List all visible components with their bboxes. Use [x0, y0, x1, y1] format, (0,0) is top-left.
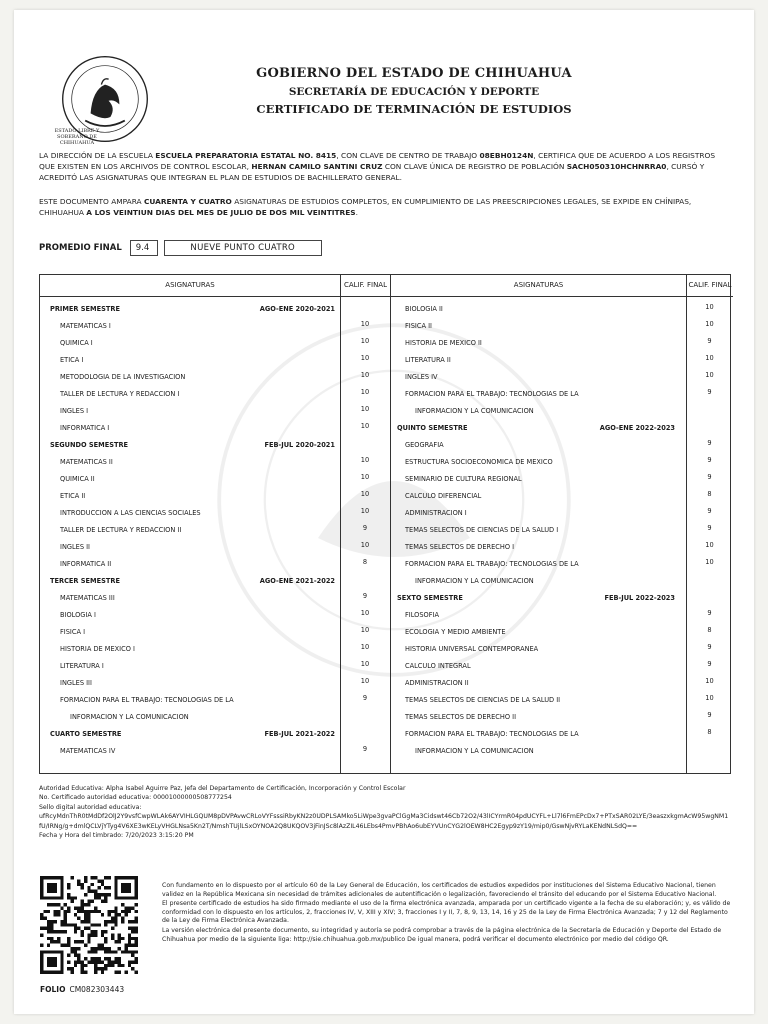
subject-row — [391, 386, 732, 403]
semester-period: FEB-JUL 2020-2021 — [264, 441, 335, 449]
subject-grade: 9 — [707, 388, 712, 396]
subject-grade: 8 — [707, 728, 712, 736]
subject-row — [40, 505, 390, 522]
subject-row — [40, 471, 390, 488]
subject-name: FORMACION PARA EL TRABAJO: TECNOLOGIAS DE LA — [405, 390, 579, 398]
subject-grade: 10 — [360, 541, 370, 549]
subject-grade: 9 — [707, 643, 712, 651]
subject-name: INFORMACION Y LA COMUNICACION — [70, 713, 189, 721]
subject-name: BIOLOGIA II — [405, 305, 443, 313]
qr-code — [40, 876, 138, 974]
work-center-key: 08EBH0124N — [479, 151, 534, 160]
semester-row — [391, 590, 732, 607]
subject-name: INFORMACION Y LA COMUNICACION — [415, 747, 534, 755]
subject-row — [40, 692, 390, 709]
subject-row — [40, 454, 390, 471]
subject-row — [40, 641, 390, 658]
subject-grade: 9 — [362, 745, 368, 753]
subject-grade: 10 — [360, 507, 370, 515]
subject-grade: 10 — [705, 354, 714, 362]
subject-grade: 9 — [707, 507, 712, 515]
subject-grade: 10 — [360, 490, 370, 498]
subject-grade: 9 — [707, 439, 712, 447]
subject-name: MATEMATICAS I — [60, 322, 111, 330]
subject-name: TEMAS SELECTOS DE CIENCIAS DE LA SALUD I — [405, 526, 559, 534]
subject-name: HISTORIA DE MEXICO I — [60, 645, 135, 653]
subject-row — [40, 488, 390, 505]
subject-name: INFORMACION Y LA COMUNICACION — [415, 407, 534, 415]
subject-grade: 10 — [705, 541, 714, 549]
subject-grade: 9 — [362, 592, 368, 600]
secretariat-title: SECRETARÍA DE EDUCACIÓN Y DEPORTE — [288, 86, 540, 98]
stamp-timestamp: Fecha y Hora del timbrado: 7/20/2023 3:15:20 PM — [39, 832, 194, 840]
scope-paragraph — [39, 196, 729, 218]
subject-row — [391, 607, 732, 624]
subject-grade: 8 — [707, 626, 712, 634]
semester-row — [40, 301, 390, 318]
subject-grade: 9 — [707, 711, 712, 719]
semester-period: AGO-ENE 2020-2021 — [259, 305, 335, 313]
semester-title — [50, 441, 335, 449]
subject-grade: 10 — [360, 320, 370, 328]
subject-row — [40, 590, 390, 607]
subject-row — [40, 403, 390, 420]
text-segment: LA DIRECCIÓN DE LA ESCUELA — [39, 151, 156, 160]
digital-seal-value: ufRcyMdnThR0tMdDf2OlJ2Y9vsfCwpWLAk6AYVIHLGQUM8pDVPAvwCRLoVYFsssiRbyKN2z0UDPLSAMko5LiWpe3gvaPClGgMa3Cidswt46Cb72O2/43lICYrmR04pdUCYFL+Ll7l6FmEPcDx7+PTxSAR02LYE/3easzxkgmAcW95wgNM1fU/IRNg/g+dmlQCLVjYTyg4V6XE3wKELyVHGLNsa5Kn2T/NmshTUjlLSxOYNOA2Q8UKQOV3jFinJSc8lAzZIL46LEbs4PmvPBhAo6ubEYVUnCYG2lOEW8HC2Egyp9zY19/mip0/GswNjvRYLaKENdNLSdQ== — [39, 813, 729, 830]
certificate-page — [14, 10, 754, 1014]
semester-name: SEXTO SEMESTRE — [397, 594, 463, 602]
subject-name: QUIMICA II — [60, 475, 95, 483]
subject-row — [391, 369, 732, 386]
folio — [40, 985, 124, 994]
subject-row — [391, 505, 732, 522]
subject-grade: 9 — [707, 337, 712, 345]
text-segment: , CURSÓ Y ACREDITÓ LAS ASIGNATURAS QUE INTEGRAN EL PLAN DE ESTUDIOS DE BACHILLERATO GENERAL. — [39, 162, 705, 182]
legal-paragraph: La versión electrónica del presente documento, su integridad y autoría se podrá comprobar a través de la página electrónica de la Secretaría de Educación y Deporte del Estado de Chihuahua por medio de la siguiente liga: http://sie.chihuahua.gob.mx/publico De igual manera, podrá verificar el documento electrónico por medio del código QR. — [162, 926, 722, 943]
grade-header: CALIF. FINAL — [340, 275, 390, 297]
subject-row — [40, 675, 390, 692]
subject-name: INGLES IV — [405, 373, 438, 381]
subject-name: INGLES II — [60, 543, 90, 551]
subject-row — [391, 454, 732, 471]
semester-period: FEB-JUL 2021-2022 — [264, 730, 335, 738]
subject-name: LITERATURA I — [60, 662, 104, 670]
semester-row — [40, 573, 390, 590]
subject-name: FISICA I — [60, 628, 86, 636]
subject-name: INGLES III — [60, 679, 92, 687]
subject-name: ADMINISTRACION II — [405, 679, 469, 687]
grades-column-right — [390, 275, 732, 773]
subject-grade: 10 — [705, 558, 714, 566]
subject-grade: 10 — [705, 371, 714, 379]
subject-name: MATEMATICAS III — [60, 594, 115, 602]
subject-row — [40, 709, 390, 726]
subject-name: LITERATURA II — [405, 356, 451, 364]
subject-row — [40, 522, 390, 539]
subject-name: FORMACION PARA EL TRABAJO: TECNOLOGIAS DE LA — [405, 730, 579, 738]
subject-grade: 10 — [705, 303, 714, 311]
subject-row — [391, 352, 732, 369]
legal-paragraph: Con fundamento en lo dispuesto por el artículo 60 de la Ley General de Educación, los certificados de estudios expedidos por instituciones del Sistema Educativo Nacional, tienen validez en la República Mexicana sin necesidad de trámites adicionales de autentificación o legalización, favoreciendo el tránsito del educando por el Sistema Educativo Nacional. — [162, 882, 717, 898]
authority-line: Autoridad Educativa: Alpha Isabel Aguirre Paz, Jefa del Departamento de Certificación, Incorporación y Control Escolar — [39, 785, 406, 792]
subject-name: TEMAS SELECTOS DE DERECHO I — [405, 543, 515, 551]
authority-footer — [39, 784, 739, 840]
subject-row — [391, 709, 732, 726]
grades-column-left — [40, 275, 390, 773]
semester-title — [50, 730, 335, 738]
seal-caption: ESTADO LIBRE Y SOBERANO DE CHIHUAHUA — [54, 128, 100, 146]
subject-name: FISICA II — [405, 322, 432, 330]
certificate-title: CERTIFICADO DE TERMINACIÓN DE ESTUDIOS — [256, 102, 572, 116]
subject-name: ADMINISTRACION I — [405, 509, 467, 517]
subject-grade: 8 — [707, 490, 712, 498]
subject-name: MATEMATICAS IV — [60, 747, 116, 755]
subject-grade: 10 — [705, 677, 714, 685]
subject-name: ETICA II — [60, 492, 86, 500]
semester-name: SEGUNDO SEMESTRE — [50, 441, 129, 449]
semester-title — [50, 305, 335, 313]
subject-row — [391, 573, 732, 590]
subject-row — [40, 539, 390, 556]
subject-grade: 10 — [360, 388, 370, 396]
grade-header: CALIF. FINAL — [686, 275, 733, 297]
subject-grade: 10 — [360, 354, 370, 362]
subject-row — [40, 624, 390, 641]
curp: SACH050310HCHNRRA0 — [566, 162, 667, 171]
subject-row — [391, 471, 732, 488]
semester-title — [397, 424, 675, 432]
subject-row — [40, 318, 390, 335]
subject-grade: 9 — [707, 456, 712, 464]
subject-count: CUARENTA Y CUATRO — [143, 197, 232, 206]
subject-name: FILOSOFIA — [405, 611, 439, 619]
certification-paragraph — [39, 150, 729, 183]
semester-name: QUINTO SEMESTRE — [397, 424, 468, 432]
subject-row — [40, 369, 390, 386]
subject-name: INFORMATICA I — [60, 424, 110, 432]
subject-row — [391, 488, 732, 505]
subject-name: INFORMATICA II — [60, 560, 112, 568]
semester-title — [50, 577, 335, 585]
subject-grade: 9 — [362, 694, 368, 702]
document-header — [164, 66, 664, 116]
subject-row — [391, 318, 732, 335]
semester-period: AGO-ENE 2021-2022 — [259, 577, 335, 585]
subject-grade: 10 — [360, 677, 370, 685]
subject-row — [391, 437, 732, 454]
subject-row — [391, 539, 732, 556]
subject-name: CALCULO DIFERENCIAL — [405, 492, 482, 500]
subject-row — [391, 403, 732, 420]
subject-name: METODOLOGIA DE LA INVESTIGACION — [60, 373, 186, 381]
subject-row — [391, 726, 732, 743]
subject-grade: 9 — [362, 524, 368, 532]
subject-name: ECOLOGIA Y MEDIO AMBIENTE — [405, 628, 506, 636]
subject-row — [40, 420, 390, 437]
subject-grade: 10 — [705, 320, 714, 328]
subject-grade: 10 — [360, 371, 370, 379]
subject-row — [40, 556, 390, 573]
subject-row — [40, 743, 390, 760]
subject-name: CALCULO INTEGRAL — [405, 662, 471, 670]
folio-value: CM082303443 — [69, 985, 125, 994]
subject-row — [391, 641, 732, 658]
semester-row — [40, 437, 390, 454]
semester-name: PRIMER SEMESTRE — [50, 305, 120, 313]
subject-grade: 9 — [707, 609, 712, 617]
text-segment: , CON CLAVE DE CENTRO DE TRABAJO — [336, 151, 480, 160]
subject-row — [391, 675, 732, 692]
subject-name: BIOLOGIA I — [60, 611, 96, 619]
grades-table — [39, 274, 731, 774]
subject-row — [391, 692, 732, 709]
semester-name: CUARTO SEMESTRE — [50, 730, 122, 738]
subject-name: TEMAS SELECTOS DE CIENCIAS DE LA SALUD II — [405, 696, 561, 704]
text-segment: , CERTIFICA QUE DE ACUERDO A LOS REGISTROS QUE EXISTEN EN LOS ARCHIVOS DE CONTROL ESCOLAR, — [39, 151, 716, 171]
text-segment: . — [355, 208, 358, 217]
subject-row — [40, 607, 390, 624]
subject-row — [40, 658, 390, 675]
issue-date: A LOS VEINTIUN DIAS DEL MES DE JULIO DE DOS MIL VEINTITRES — [86, 208, 356, 217]
subject-name: TEMAS SELECTOS DE DERECHO II — [405, 713, 517, 721]
subject-name: HISTORIA UNIVERSAL CONTEMPORANEA — [405, 645, 539, 653]
subject-row — [391, 624, 732, 641]
subject-name: FORMACION PARA EL TRABAJO: TECNOLOGIAS DE LA — [60, 696, 234, 704]
subject-row — [391, 743, 732, 760]
text-segment: ESTE DOCUMENTO AMPARA — [39, 197, 144, 206]
semester-row — [40, 726, 390, 743]
semester-name: TERCER SEMESTRE — [50, 577, 120, 585]
subjects-header: ASIGNATURAS — [40, 275, 340, 297]
school-name: ESCUELA PREPARATORIA ESTATAL NO. 8415 — [155, 151, 337, 160]
subject-grade: 10 — [360, 660, 370, 668]
semester-title — [397, 594, 675, 602]
subject-grade: 10 — [360, 626, 370, 634]
subject-grade: 10 — [360, 643, 370, 651]
text-segment: CON CLAVE ÚNICA DE REGISTRO DE POBLACIÓN — [382, 162, 567, 171]
subject-row — [391, 335, 732, 352]
legal-notice — [162, 882, 732, 945]
subject-grade: 10 — [360, 405, 370, 413]
final-average-label: PROMEDIO FINAL — [39, 243, 122, 253]
subject-name: INGLES I — [60, 407, 89, 415]
final-average — [39, 240, 322, 256]
subject-name: MATEMATICAS II — [60, 458, 113, 466]
subject-row — [391, 301, 732, 318]
final-average-words: NUEVE PUNTO CUATRO — [164, 240, 322, 256]
subject-grade: 10 — [360, 473, 370, 481]
semester-row — [391, 420, 732, 437]
subject-name: GEOGRAFIA — [405, 441, 444, 449]
subject-name: ESTRUCTURA SOCIOECONOMICA DE MEXICO — [405, 458, 553, 466]
subject-grade: 10 — [360, 609, 370, 617]
subject-name: QUIMICA I — [60, 339, 93, 347]
subject-name: ETICA I — [60, 356, 84, 364]
text-segment: ASIGNATURAS DE ESTUDIOS COMPLETOS, EN CUMPLIMIENTO DE LAS PREESCRIPCIONES LEGALES, SE EXPIDE EN CHÍNIPAS, CHIHUAHUA — [39, 197, 692, 217]
subject-row — [40, 386, 390, 403]
subject-name: INTRODUCCION A LAS CIENCIAS SOCIALES — [60, 509, 201, 517]
subject-grade: 9 — [707, 660, 712, 668]
semester-period: AGO-ENE 2022-2023 — [599, 424, 675, 432]
rows-right — [391, 301, 732, 760]
subject-name: TALLER DE LECTURA Y REDACCION II — [60, 526, 182, 534]
subject-name: HISTORIA DE MEXICO II — [405, 339, 482, 347]
subject-row — [391, 522, 732, 539]
final-average-value: 9.4 — [130, 240, 158, 256]
subject-row — [391, 556, 732, 573]
folio-label: FOLIO — [40, 985, 66, 994]
government-title: GOBIERNO DEL ESTADO DE CHIHUAHUA — [256, 66, 572, 81]
subject-grade: 10 — [360, 337, 370, 345]
subject-row — [391, 658, 732, 675]
certificate-number: No. Certificado autoridad educativa: 00001000000508777254 — [39, 794, 232, 802]
subjects-header: ASIGNATURAS — [391, 275, 686, 297]
subject-grade: 10 — [360, 422, 370, 430]
student-name: HERNAN CAMILO SANTINI CRUZ — [251, 162, 383, 171]
subject-grade: 10 — [360, 456, 370, 464]
subject-grade: 9 — [707, 524, 712, 532]
subject-grade: 9 — [707, 473, 712, 481]
rows-left — [40, 301, 390, 760]
digital-seal-label: Sello digital autoridad educativa: — [39, 803, 142, 811]
legal-paragraph: El presente certificado de estudios ha sido firmado mediante el uso de la firma electrónica avanzada, amparada por un certificado vigente a la fecha de su elaboración; y, es válido de conformidad con lo dispuesto en los artículos, 2, fracciones IV, V, XIII y XIV; 3, fracciones I y II, 7, 8, 9, 13, 14, 16 y 25 de la Ley de Firma Electrónica Avanzada; 7 y 12 del Reglamento de la Ley de Firma Electrónica Avanzada. — [162, 900, 731, 925]
subject-name: TALLER DE LECTURA Y REDACCION I — [60, 390, 180, 398]
subject-name: FORMACION PARA EL TRABAJO: TECNOLOGIAS DE LA — [405, 560, 579, 568]
subject-grade: 10 — [705, 694, 714, 702]
semester-period: FEB-JUL 2022-2023 — [604, 594, 675, 602]
subject-grade: 8 — [362, 558, 368, 566]
subject-row — [40, 352, 390, 369]
subject-name: SEMINARIO DE CULTURA REGIONAL — [405, 475, 522, 483]
subject-row — [40, 335, 390, 352]
subject-name: INFORMACION Y LA COMUNICACION — [415, 577, 534, 585]
